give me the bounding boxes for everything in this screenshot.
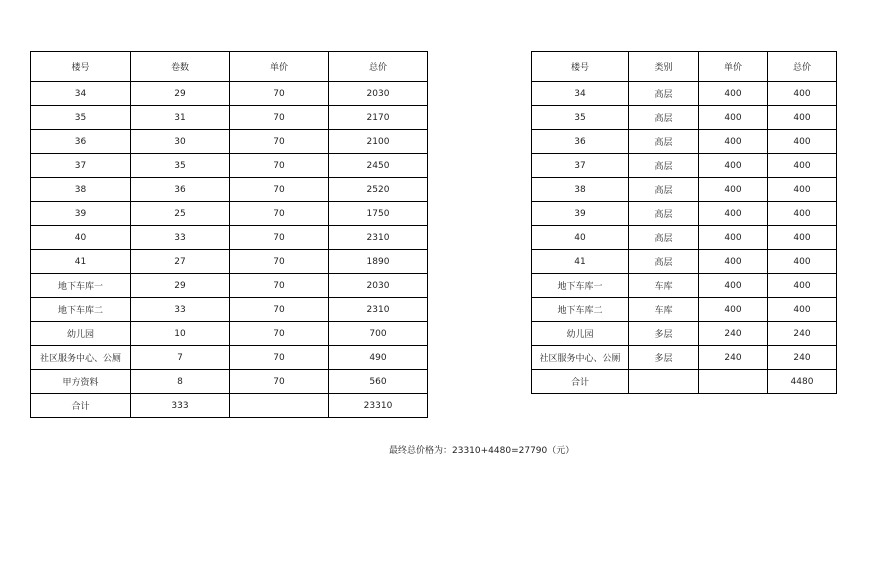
table-row [532,202,837,226]
table-row [532,250,837,274]
table-cell: 1750 [329,202,428,226]
table-row [532,154,837,178]
table-row [31,106,428,130]
table-cell: 70 [230,202,329,226]
table-cell: 地下车库二 [31,298,131,322]
table-cell: 38 [31,178,131,202]
table-row [31,394,428,418]
table-cell: 70 [230,346,329,370]
table-cell: 400 [768,226,837,250]
table-cell: 38 [532,178,629,202]
table-row [532,370,837,394]
table-cell: 2520 [329,178,428,202]
table-cell: 2450 [329,154,428,178]
table-cell: 幼儿园 [532,322,629,346]
table-cell: 40 [31,226,131,250]
left-table-body [31,82,428,418]
table-cell: 41 [31,250,131,274]
table-row [31,274,428,298]
table-cell: 39 [532,202,629,226]
table-cell: 70 [230,274,329,298]
table-cell: 合计 [532,370,629,394]
table-cell: 高层 [629,130,699,154]
table-cell: 36 [31,130,131,154]
table-cell: 400 [768,106,837,130]
table-cell: 400 [699,298,768,322]
final-total-summary: 最终总价格为：23310+4480=27790（元） [389,446,575,456]
table-cell: 400 [768,130,837,154]
table-cell: 40 [532,226,629,250]
table-cell: 30 [131,130,230,154]
table-cell: 多层 [629,322,699,346]
table-row [31,370,428,394]
table-cell: 2310 [329,298,428,322]
table-header-row [31,52,428,82]
table-row [31,178,428,202]
table-row [31,322,428,346]
column-header-total-price: 总价 [329,52,428,82]
column-header-volumes: 卷数 [131,52,230,82]
table-row [532,274,837,298]
table-cell: 8 [131,370,230,394]
table-cell: 地下车库一 [31,274,131,298]
table-cell: 高层 [629,154,699,178]
table-cell: 多层 [629,346,699,370]
table-row [31,154,428,178]
table-cell: 社区服务中心、公厕 [31,346,131,370]
table-cell: 70 [230,250,329,274]
table-cell: 70 [230,370,329,394]
archive-volume-price-table [30,51,428,418]
table-cell: 400 [768,178,837,202]
table-cell: 33 [131,226,230,250]
table-row [532,346,837,370]
table-row [532,298,837,322]
table-cell: 70 [230,82,329,106]
column-header-building: 楼号 [31,52,131,82]
table-row [31,130,428,154]
table-row [31,298,428,322]
table-cell: 41 [532,250,629,274]
table-cell: 地下车库二 [532,298,629,322]
table-cell: 400 [699,106,768,130]
table-cell: 70 [230,106,329,130]
table-cell: 2030 [329,82,428,106]
table-cell: 400 [768,250,837,274]
table-cell: 35 [532,106,629,130]
table-cell: 333 [131,394,230,418]
table-cell: 36 [532,130,629,154]
table-cell: 车库 [629,298,699,322]
table-row [31,226,428,250]
table-cell: 70 [230,226,329,250]
table-cell: 25 [131,202,230,226]
column-header-category: 类别 [629,52,699,82]
table-cell: 400 [768,298,837,322]
table-cell: 幼儿园 [31,322,131,346]
table-cell: 400 [699,82,768,106]
table-cell: 400 [699,226,768,250]
table-cell: 400 [768,82,837,106]
table-cell: 400 [699,154,768,178]
table-cell: 39 [31,202,131,226]
right-table-body [532,82,837,394]
table-cell: 车库 [629,274,699,298]
table-cell: 490 [329,346,428,370]
table-cell: 27 [131,250,230,274]
table-cell: 400 [768,154,837,178]
table-cell: 4480 [768,370,837,394]
table-cell: 2310 [329,226,428,250]
column-header-unit-price: 单价 [699,52,768,82]
table-cell: 甲方资料 [31,370,131,394]
table-cell: 400 [768,274,837,298]
table-cell: 70 [230,298,329,322]
building-category-price-table [531,51,837,394]
table-cell: 34 [532,82,629,106]
table-cell [699,370,768,394]
table-cell: 70 [230,130,329,154]
table-cell: 400 [699,202,768,226]
table-cell: 2170 [329,106,428,130]
table-cell: 2030 [329,274,428,298]
table-cell: 10 [131,322,230,346]
table-cell: 34 [31,82,131,106]
table-cell: 35 [31,106,131,130]
table-header-row [532,52,837,82]
table-cell [230,394,329,418]
table-cell: 400 [699,250,768,274]
table-cell: 7 [131,346,230,370]
table-cell: 高层 [629,202,699,226]
column-header-total-price: 总价 [768,52,837,82]
table-row [532,178,837,202]
table-cell: 70 [230,322,329,346]
table-cell: 70 [230,154,329,178]
table-row [31,82,428,106]
table-cell: 400 [699,274,768,298]
table-cell: 高层 [629,82,699,106]
table-cell: 高层 [629,250,699,274]
table-cell: 2100 [329,130,428,154]
table-cell: 社区服务中心、公厕 [532,346,629,370]
table-cell: 23310 [329,394,428,418]
column-header-unit-price: 单价 [230,52,329,82]
table-cell: 240 [699,346,768,370]
column-header-building: 楼号 [532,52,629,82]
table-cell [629,370,699,394]
table-cell: 240 [768,346,837,370]
table-row [31,346,428,370]
table-row [31,202,428,226]
table-cell: 400 [699,130,768,154]
table-cell: 240 [768,322,837,346]
table-cell: 地下车库一 [532,274,629,298]
table-cell: 合计 [31,394,131,418]
table-row [532,130,837,154]
table-row [532,322,837,346]
table-cell: 35 [131,154,230,178]
table-cell: 33 [131,298,230,322]
table-cell: 高层 [629,226,699,250]
table-cell: 31 [131,106,230,130]
table-cell: 37 [532,154,629,178]
table-cell: 1890 [329,250,428,274]
table-cell: 29 [131,274,230,298]
table-cell: 400 [768,202,837,226]
table-row [532,226,837,250]
table-cell: 29 [131,82,230,106]
table-row [31,250,428,274]
table-row [532,106,837,130]
table-cell: 高层 [629,178,699,202]
table-cell: 70 [230,178,329,202]
table-cell: 高层 [629,106,699,130]
table-row [532,82,837,106]
table-cell: 560 [329,370,428,394]
table-cell: 700 [329,322,428,346]
table-cell: 240 [699,322,768,346]
table-cell: 400 [699,178,768,202]
table-cell: 37 [31,154,131,178]
table-cell: 36 [131,178,230,202]
